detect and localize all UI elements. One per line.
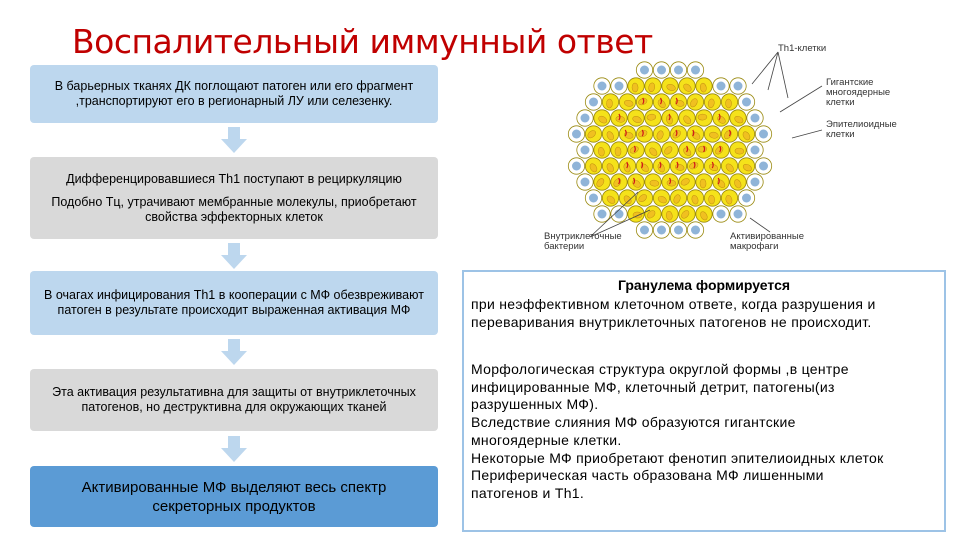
macrophage-cell bbox=[670, 190, 686, 206]
macrophage-cell bbox=[636, 94, 652, 110]
th1-cell bbox=[670, 62, 686, 78]
macrophage-cell bbox=[687, 158, 703, 174]
step-tissue-damage bbox=[30, 369, 438, 431]
step-text: Дифференцировавшиеся Th1 поступают в рециркуляцию bbox=[66, 171, 402, 186]
macrophage-cell bbox=[594, 110, 610, 126]
macrophage-cell bbox=[628, 110, 644, 126]
macrophage-cell bbox=[628, 174, 644, 190]
th1-cell bbox=[747, 110, 763, 126]
th1-cell bbox=[577, 174, 593, 190]
box-text: при неэффективном клеточном ответе, когда разрушения и переваривания внутриклеточных патогенов не происходит. bbox=[471, 296, 876, 330]
macrophage-cell bbox=[721, 158, 737, 174]
macrophage-cell bbox=[679, 206, 695, 222]
macrophage-cell bbox=[611, 110, 627, 126]
macrophage-cell bbox=[704, 94, 720, 110]
macrophage-cell bbox=[679, 110, 695, 126]
step-text: В барьерных тканях ДК поглощают патоген или его фрагмент ,транспортируют его в регионарный ЛУ или селезенку. bbox=[54, 79, 414, 108]
down-arrow-icon bbox=[221, 243, 247, 269]
label-intracellular-bacteria: Внутриклеточные бактерии bbox=[544, 231, 622, 252]
step-secretory-products bbox=[30, 466, 438, 527]
macrophage-cell bbox=[662, 174, 678, 190]
th1-cell bbox=[730, 78, 746, 94]
box-title: Гранулема формируется bbox=[617, 277, 791, 293]
macrophage-cell bbox=[585, 158, 601, 174]
th1-cell bbox=[636, 222, 652, 238]
macrophage-cell bbox=[619, 126, 635, 142]
step-text: Активированные МФ выделяют весь спектр секреторных продуктов bbox=[81, 478, 387, 515]
macrophage-cell bbox=[619, 190, 635, 206]
macrophage-cell bbox=[679, 142, 695, 158]
th1-cell bbox=[653, 62, 669, 78]
macrophage-cell bbox=[713, 174, 729, 190]
th1-cell bbox=[577, 142, 593, 158]
macrophage-cell bbox=[653, 190, 669, 206]
th1-cell bbox=[611, 206, 627, 222]
macrophage-cell bbox=[611, 142, 627, 158]
th1-cell bbox=[653, 222, 669, 238]
macrophage-cell bbox=[730, 110, 746, 126]
th1-cell bbox=[747, 174, 763, 190]
step-text: Подобно Тц, утрачивают мембранные молекулы, приобретают свойства эффекторных клеток bbox=[51, 194, 417, 224]
th1-cell bbox=[755, 158, 771, 174]
step-text: В очагах инфицирования Th1 в кооперации с МФ обезвреживают патоген в результате происходит выраженная активация МФ bbox=[44, 288, 424, 317]
th1-cell bbox=[713, 206, 729, 222]
macrophage-cell bbox=[653, 94, 669, 110]
granuloma-figure bbox=[530, 42, 950, 262]
label-epithelioid-cells: Эпителиоидные клетки bbox=[826, 119, 897, 140]
macrophage-cell bbox=[636, 158, 652, 174]
th1-cell bbox=[568, 158, 584, 174]
macrophage-cell bbox=[730, 142, 746, 158]
macrophage-cell bbox=[713, 142, 729, 158]
macrophage-cell bbox=[670, 158, 686, 174]
step-th1-recirculation bbox=[30, 157, 438, 239]
th1-cell bbox=[747, 142, 763, 158]
down-arrow-icon bbox=[221, 436, 247, 462]
macrophage-cell bbox=[602, 158, 618, 174]
macrophage-cell bbox=[687, 94, 703, 110]
macrophage-cell bbox=[619, 158, 635, 174]
macrophage-cell bbox=[721, 94, 737, 110]
macrophage-cell bbox=[594, 142, 610, 158]
macrophage-cell bbox=[645, 142, 661, 158]
macrophage-cell bbox=[636, 190, 652, 206]
th1-cell bbox=[713, 78, 729, 94]
macrophage-cell bbox=[611, 174, 627, 190]
th1-cell bbox=[738, 190, 754, 206]
th1-cell bbox=[585, 94, 601, 110]
down-arrow-icon bbox=[221, 127, 247, 153]
macrophage-cell bbox=[704, 126, 720, 142]
macrophage-cell bbox=[704, 158, 720, 174]
macrophage-cell bbox=[602, 126, 618, 142]
macrophage-cell bbox=[696, 78, 712, 94]
macrophage-cell bbox=[662, 78, 678, 94]
macrophage-cell bbox=[585, 126, 601, 142]
macrophage-cell bbox=[713, 110, 729, 126]
macrophage-cell bbox=[670, 94, 686, 110]
th1-cell bbox=[687, 62, 703, 78]
macrophage-cell bbox=[662, 142, 678, 158]
macrophage-cell bbox=[602, 94, 618, 110]
step-text: Эта активация результативна для защиты от внутриклеточных патогенов, но деструктивна для окружающих тканей bbox=[52, 385, 416, 414]
macrophage-cell bbox=[662, 206, 678, 222]
granuloma-info-box bbox=[462, 270, 946, 532]
granuloma-illustration bbox=[530, 42, 950, 262]
macrophage-cell bbox=[696, 174, 712, 190]
th1-cell bbox=[594, 78, 610, 94]
macrophage-cell bbox=[602, 190, 618, 206]
th1-cell bbox=[755, 126, 771, 142]
macrophage-cell bbox=[721, 190, 737, 206]
th1-cell bbox=[670, 222, 686, 238]
macrophage-cell bbox=[738, 158, 754, 174]
macrophage-cell bbox=[628, 78, 644, 94]
macrophage-cell bbox=[721, 126, 737, 142]
th1-cell bbox=[577, 110, 593, 126]
th1-cell bbox=[611, 78, 627, 94]
macrophage-cell bbox=[636, 126, 652, 142]
macrophage-cell bbox=[730, 174, 746, 190]
macrophage-cell bbox=[594, 174, 610, 190]
macrophage-cell bbox=[687, 190, 703, 206]
down-arrow-icon bbox=[221, 339, 247, 365]
macrophage-cell bbox=[670, 126, 686, 142]
label-giant-cells: Гигантские многоядерные клетки bbox=[826, 77, 891, 108]
macrophage-cell bbox=[679, 174, 695, 190]
macrophage-cell bbox=[653, 126, 669, 142]
macrophage-cell bbox=[645, 78, 661, 94]
macrophage-cell bbox=[619, 94, 635, 110]
step-macrophage-activation bbox=[30, 271, 438, 335]
step-dc-transport bbox=[30, 65, 438, 123]
macrophage-cell bbox=[645, 206, 661, 222]
th1-cell bbox=[687, 222, 703, 238]
macrophage-cell bbox=[687, 126, 703, 142]
th1-cell bbox=[568, 126, 584, 142]
macrophage-cell bbox=[628, 142, 644, 158]
th1-cell bbox=[738, 94, 754, 110]
macrophage-cell bbox=[696, 206, 712, 222]
th1-cell bbox=[636, 62, 652, 78]
macrophage-cell bbox=[653, 158, 669, 174]
macrophage-cell bbox=[704, 190, 720, 206]
page-title: Воспалительный иммунный ответ bbox=[72, 22, 653, 61]
macrophage-cell bbox=[679, 78, 695, 94]
th1-cell bbox=[585, 190, 601, 206]
box-text-details: Морфологическая структура округлой формы ,в центре инфицированные МФ, клеточный детрит, патогены(из разрушенных МФ). Вследствие слияния МФ образуются гигантские многоядерные клетки. Некоторые МФ приобретают фенотип эпителиоидных клеток Периферическая часть образована МФ лишенными патогенов и Th1. bbox=[471, 361, 884, 501]
macrophage-cell bbox=[645, 174, 661, 190]
label-activated-macrophages: Активированные макрофаги bbox=[730, 231, 805, 252]
macrophage-cell bbox=[696, 142, 712, 158]
macrophage-cell bbox=[662, 110, 678, 126]
macrophage-cell bbox=[738, 126, 754, 142]
th1-cell bbox=[594, 206, 610, 222]
macrophage-cell bbox=[696, 110, 712, 126]
label-th1-cells: Th1-клетки bbox=[778, 43, 827, 54]
macrophage-cell bbox=[645, 110, 661, 126]
th1-cell bbox=[730, 206, 746, 222]
